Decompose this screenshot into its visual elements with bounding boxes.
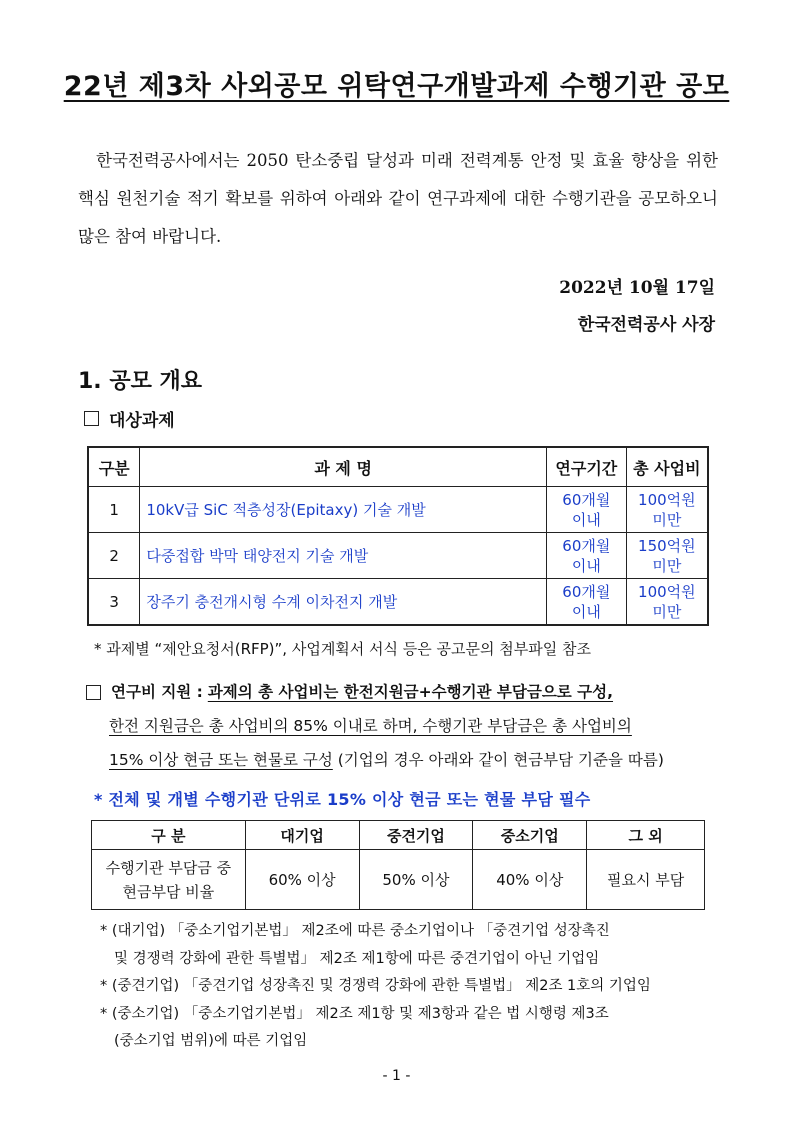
funding-line-2: 한전 지원금은 총 사업비의 85% 이내로 하며, 수행기관 부담금은 총 사업비의: [109, 717, 632, 735]
project-name: 장주기 충전개시형 수계 이차전지 개발: [140, 579, 547, 626]
project-no: 1: [88, 487, 140, 533]
table-header-row: [92, 821, 705, 850]
header-cell: 총 사업비: [626, 447, 708, 487]
rfp-note: * 과제별 “제안요청서(RFP)”, 사업계획서 서식 등은 공고문의 첨부파일 참조: [94, 640, 591, 658]
project-name: 10kV급 SiC 적층성장(Epitaxy) 기술 개발: [140, 487, 547, 533]
project-budget: 100억원 미만: [626, 487, 708, 533]
header-cell: 과 제 명: [140, 447, 547, 487]
header-cell: 연구기간: [546, 447, 626, 487]
funding-line-3-rest: (기업의 경우 아래와 같이 현금부담 기준을 따름): [332, 751, 664, 769]
projects-table: [87, 446, 709, 626]
funding-paragraph: [86, 675, 726, 777]
subsection-label: 대상과제: [109, 411, 175, 431]
header-cell: 중소기업: [473, 821, 587, 850]
cash-ratio-table: [91, 820, 705, 910]
project-period: 60개월 이내: [546, 533, 626, 579]
intro-paragraph: 한국전력공사에서는 2050 탄소중립 달성과 미래 전력계통 안정 및 효율 향상을 위한 핵심 원천기술 적기 확보를 위하여 아래와 같이 연구과제에 대한 수행기관을 공모하오니 많은 참여 바랍니다.: [78, 151, 718, 246]
announcement-date: 2022년 10월 17일: [559, 278, 715, 298]
footnote: * (대기업) 「중소기업기본법」 제2조에 따른 중소기업이나 「중견기업 성장촉진: [100, 923, 610, 939]
footnote: * (중소기업) 「중소기업기본법」 제2조 제1항 및 제3항과 같은 법 시행령 제3조: [100, 1005, 609, 1022]
table-row: [88, 533, 708, 579]
funding-label: 연구비 지원 :: [111, 683, 203, 701]
row-label: 수행기관 부담금 중 현금부담 비율: [92, 850, 246, 910]
footnote: (중소기업 범위)에 따른 기업임: [114, 1033, 308, 1049]
subsection-heading: [84, 406, 175, 431]
table-row: [92, 850, 705, 910]
header-cell: 대기업: [245, 821, 359, 850]
value-cell: 60% 이상: [245, 850, 359, 910]
project-period: 60개월 이내: [546, 487, 626, 533]
project-budget: 150억원 미만: [626, 533, 708, 579]
project-name: 다중접합 박막 태양전지 기술 개발: [140, 533, 547, 579]
funding-summary: 과제의 총 사업비는 한전지원금+수행기관 부담금으로 구성,: [207, 683, 614, 701]
header-cell: 그 외: [587, 821, 705, 850]
table-header-row: [88, 447, 708, 487]
section-title: 1. 공모 개요: [78, 369, 202, 394]
page-number: - 1 -: [382, 1068, 411, 1084]
footnote: * (중견기업) 「중견기업 성장촉진 및 경쟁력 강화에 관한 특별법」 제2조 1호의 기업임: [100, 978, 651, 994]
checkbox-square-icon: [84, 411, 99, 426]
project-no: 2: [88, 533, 140, 579]
value-cell: 필요시 부담: [587, 850, 705, 910]
footnotes: [100, 918, 740, 1056]
page-title: 22년 제3차 사외공모 위탁연구개발과제 수행기관 공모: [63, 71, 730, 102]
header-cell: 구 분: [92, 821, 246, 850]
table-row: [88, 579, 708, 626]
header-cell: 중견기업: [359, 821, 473, 850]
project-period: 60개월 이내: [546, 579, 626, 626]
header-cell: 구분: [88, 447, 140, 487]
footnote: 및 경쟁력 강화에 관한 특별법」 제2조 제1항에 따른 중견기업이 아닌 기업임: [114, 950, 600, 967]
mandatory-notice: * 전체 및 개별 수행기관 단위로 15% 이상 현금 또는 현물 부담 필수: [94, 790, 591, 809]
funding-line-3: 15% 이상 현금 또는 현물로 구성: [109, 751, 333, 769]
project-no: 3: [88, 579, 140, 626]
value-cell: 50% 이상: [359, 850, 473, 910]
checkbox-square-icon: [86, 685, 101, 700]
table-row: [88, 487, 708, 533]
signature: 한국전력공사 사장: [577, 315, 715, 335]
value-cell: 40% 이상: [473, 850, 587, 910]
project-budget: 100억원 미만: [626, 579, 708, 626]
